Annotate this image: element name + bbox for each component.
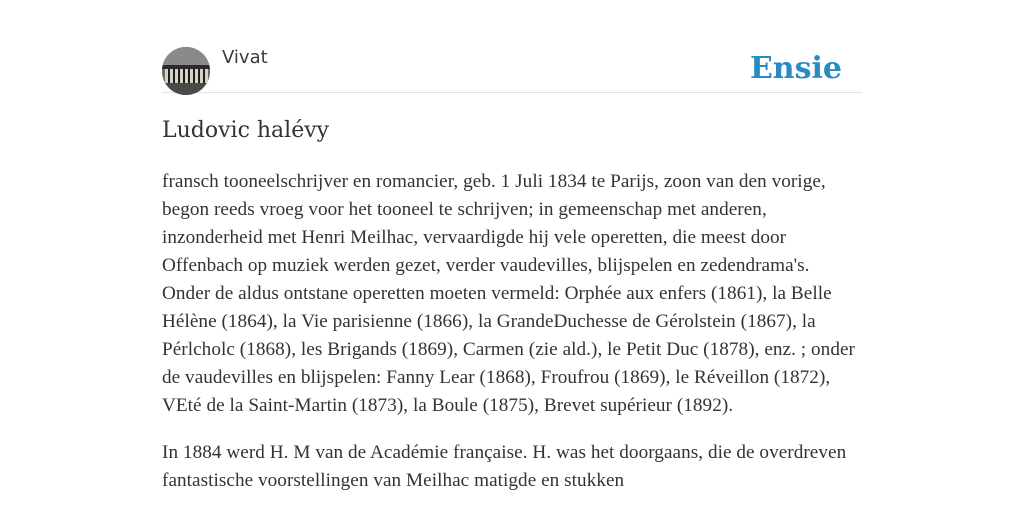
- page-container: [162, 0, 862, 491]
- source-name[interactable]: Vivat: [222, 47, 268, 68]
- article-title: Ludovic halévy: [162, 118, 330, 143]
- brand-logo[interactable]: Ensie: [749, 51, 842, 86]
- article-body: [162, 168, 862, 512]
- book-spines-icon: [162, 47, 210, 95]
- header: [162, 0, 862, 93]
- source-avatar[interactable]: [162, 47, 210, 95]
- article-paragraph: fransch tooneelschrijver en romancier, geb. 1 Juli 1834 te Parijs, zoon van den vorige, begon reeds vroeg voor het tooneel te schrijven; in gemeenschap met anderen, inzonderheid met Henri Meilhac, vervaardigde hij vele operetten, die meest door Offenbach op muziek werden gezet, verder vaudevilles, blijspelen en zedendrama's. Onder de aldus ontstane operetten moeten vermeld: Orphée aux enfers (1861), la Belle Hélène (1864), la Vie parisienne (1866), la GrandeDuchesse de Gérolstein (1867), la Pérlcholc (1868), les Brigands (1869), Carmen (zie ald.), le Petit Duc (1878), enz. ; onder de vaudevilles en blijspelen: Fanny Lear (1868), Froufrou (1869), le Réveillon (1872), VEté de la Saint-Martin (1873), la Boule (1875), Brevet supérieur (1892).: [162, 171, 855, 416]
- article-paragraph: In 1884 werd H. M van de Académie française. H. was het doorgaans, die de overdreven fantastische voorstellingen van Meilhac matigde en stukken: [162, 442, 847, 491]
